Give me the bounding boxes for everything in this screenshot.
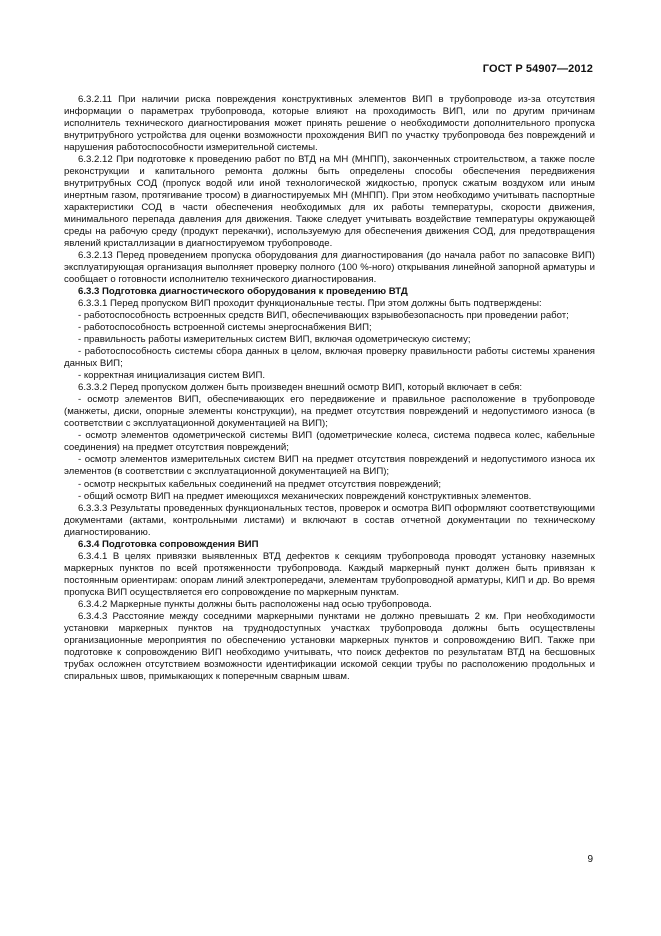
- paragraph: - осмотр элементов измерительных систем ВИП на предмет отсутствия повреждений и недопустимого износа их элементов (в соответствии с эксплуатационной документацией на ВИП);: [64, 454, 595, 478]
- paragraph: 6.3.2.13 Перед проведением пропуска оборудования для диагностирования (до начала работ по запасовке ВИП) эксплуатирующая организация выполняет проверку полного (100 %-ного) открывания линейной запорной арматуры и сообщает о готовности исполнителю технического диагностирования.: [64, 250, 595, 286]
- paragraph: 6.3.4.1 В целях привязки выявленных ВТД дефектов к секциям трубопровода проводят установку наземных маркерных пунктов по всей протяженности трубопровода. Каждый маркерный пункт должен быть привязан к постоянным ориентирам: опорам линий электропередачи, элементам трубопроводной арматуры, КИП и др. Во время пропуска ВИП осуществляется его сопровождение по маркерным пунктам.: [64, 550, 595, 598]
- document-header: ГОСТ Р 54907—2012: [482, 63, 593, 75]
- paragraph: - работоспособность встроенной системы энергоснабжения ВИП;: [78, 322, 372, 334]
- paragraph: - работоспособность системы сбора данных в целом, включая проверку правильности работы системы хранения данных ВИП;: [64, 346, 595, 370]
- paragraph: - осмотр элементов одометрической системы ВИП (одометрические колеса, система подвеса колес, кабельные соединения) на предмет отсутствия повреждений;: [64, 430, 595, 454]
- section-heading: 6.3.3 Подготовка диагностического оборудования к проведению ВТД: [78, 286, 408, 298]
- paragraph: - корректная инициализация систем ВИП.: [78, 370, 266, 382]
- section-heading: 6.3.4 Подготовка сопровождения ВИП: [78, 538, 259, 550]
- paragraph: 6.3.2.12 При подготовке к проведению работ по ВТД на МН (МНПП), законченных строительством, а также после реконструкции и капитального ремонта должны быть определены способы обеспечения передвижения внутритрубных СОД (пропуск водой или иной технологической жидкостью, пропуск сжатым воздухом или иным инертным газом, протягивание тросом) в диагностируемых МН (МНПП). При этом необходимо учитывать паспортные характеристики СОД в части обеспечения необходимых для их работы температуры, скорости движения, минимального перепада давления для движения. Также следует учитывать воздействие температуры окружающей среды на рабочую среду (продукт перекачки), используемую для обеспечения движения СОД, для предотвращения явлений кристаллизации в диагностируемом трубопроводе.: [64, 154, 595, 250]
- paragraph: 6.3.4.3 Расстояние между соседними маркерными пунктами не должно превышать 2 км. При необходимости установки маркерных пунктов на труднодоступных участках трубопровода должны быть осуществлены организационные мероприятия по обеспечению установки маркерных пунктов и сопровождению ВИП. Также при подготовке к сопровождению ВИП необходимо учитывать, что поиск дефектов по результатам ВТД на бесшовных трубах осложнен отсутствием возможности идентификации искомой секции трубы по расположению продольных и спиральных швов, примыкающих к поперечным сварным швам.: [64, 610, 595, 682]
- page-number: 9: [587, 854, 593, 865]
- paragraph: - общий осмотр ВИП на предмет имеющихся механических повреждений конструктивных элементов.: [78, 490, 532, 502]
- paragraph: 6.3.3.3 Результаты проведенных функциональных тестов, проверок и осмотра ВИП оформляют соответствующими документами (актами, контрольными листами) и включают в состав отчетной документации по техническому диагностированию.: [64, 502, 595, 538]
- document-body: [64, 94, 595, 683]
- paragraph: 6.3.2.11 При наличии риска повреждения конструктивных элементов ВИП в трубопроводе из-за отсутствия информации о параметрах трубопровода, которые влияют на проходимость ВИП, или по другим причинам исполнитель технического диагностирования может принять решение о необходимости дополнительного пропуска внутритрубного устройства для оценки возможности прохождения ВИП по участку трубопровода без повреждений и нарушения работоспособности измерительной системы.: [64, 94, 595, 154]
- paragraph: - правильность работы измерительных систем ВИП, включая одометрическую систему;: [78, 334, 471, 346]
- paragraph: - осмотр нескрытых кабельных соединений на предмет отсутствия повреждений;: [78, 478, 442, 490]
- paragraph: - работоспособность встроенных средств ВИП, обеспечивающих взрывобезопасность при проведении работ;: [78, 310, 569, 322]
- paragraph: 6.3.4.2 Маркерные пункты должны быть расположены над осью трубопровода.: [78, 598, 432, 610]
- paragraph: 6.3.3.2 Перед пропуском должен быть произведен внешний осмотр ВИП, который включает в себя:: [78, 382, 523, 394]
- paragraph: - осмотр элементов ВИП, обеспечивающих его передвижение и правильное расположение в трубопроводе (манжеты, диски, опорные элементы конструкции), на предмет отсутствия повреждений и недопустимого износа (в соответствии с эксплуатационной документацией на ВИП);: [64, 394, 595, 430]
- paragraph: 6.3.3.1 Перед пропуском ВИП проходит функциональные тесты. При этом должны быть подтверждены:: [78, 298, 542, 310]
